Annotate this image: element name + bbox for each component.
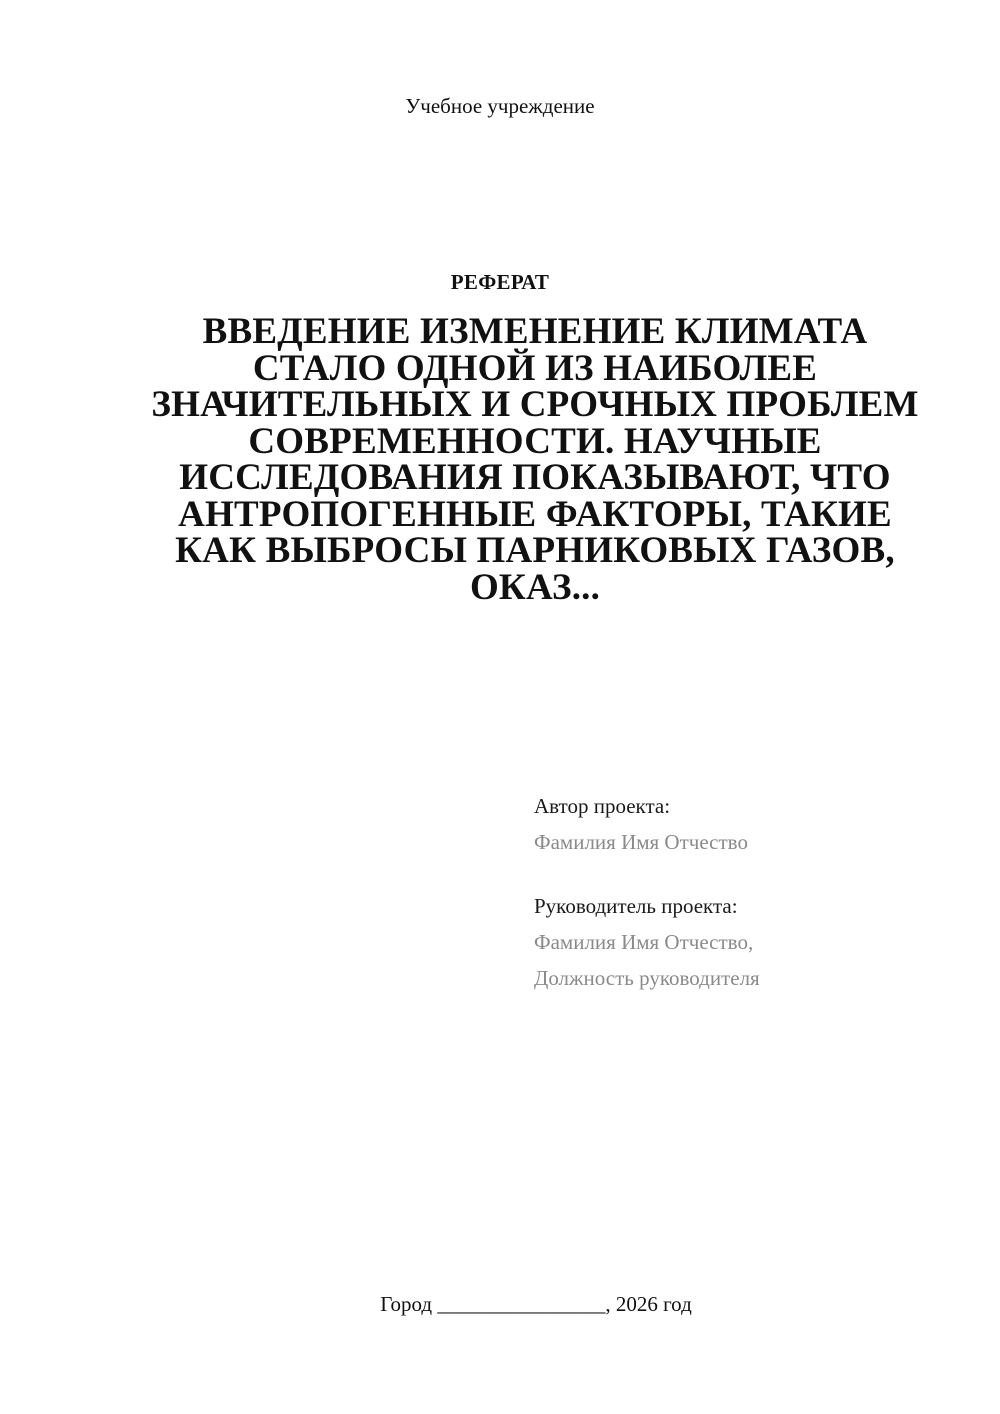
supervisor-position: Должность руководителя	[534, 966, 760, 990]
credits-spacer	[534, 860, 974, 888]
credits-block	[534, 788, 974, 996]
document-title: ВВЕДЕНИЕ ИЗМЕНЕНИЕ КЛИМАТА СТАЛО ОДНОЙ ИЗ НАИБОЛЕЕ ЗНАЧИТЕЛЬНЫХ И СРОЧНЫХ ПРОБЛЕМ СОВРЕМЕННОСТИ. НАУЧНЫЕ ИССЛЕДОВАНИЯ ПОКАЗЫВАЮТ, ЧТО АНТРОПОГЕННЫЕ ФАКТОРЫ, ТАКИЕ КАК ВЫБРОСЫ ПАРНИКОВЫХ ГАЗОВ, ОКАЗ...	[151, 311, 919, 608]
author-label: Автор проекта:	[534, 794, 671, 818]
city-year-line: Город ________________, 2026 год	[380, 1292, 692, 1316]
author-name: Фамилия Имя Отчество	[534, 830, 748, 854]
supervisor-label: Руководитель проекта:	[534, 894, 738, 918]
document-type: РЕФЕРАТ	[450, 270, 550, 294]
supervisor-name: Фамилия Имя Отчество,	[534, 930, 754, 954]
institution-name: Учебное учреждение	[405, 94, 595, 118]
